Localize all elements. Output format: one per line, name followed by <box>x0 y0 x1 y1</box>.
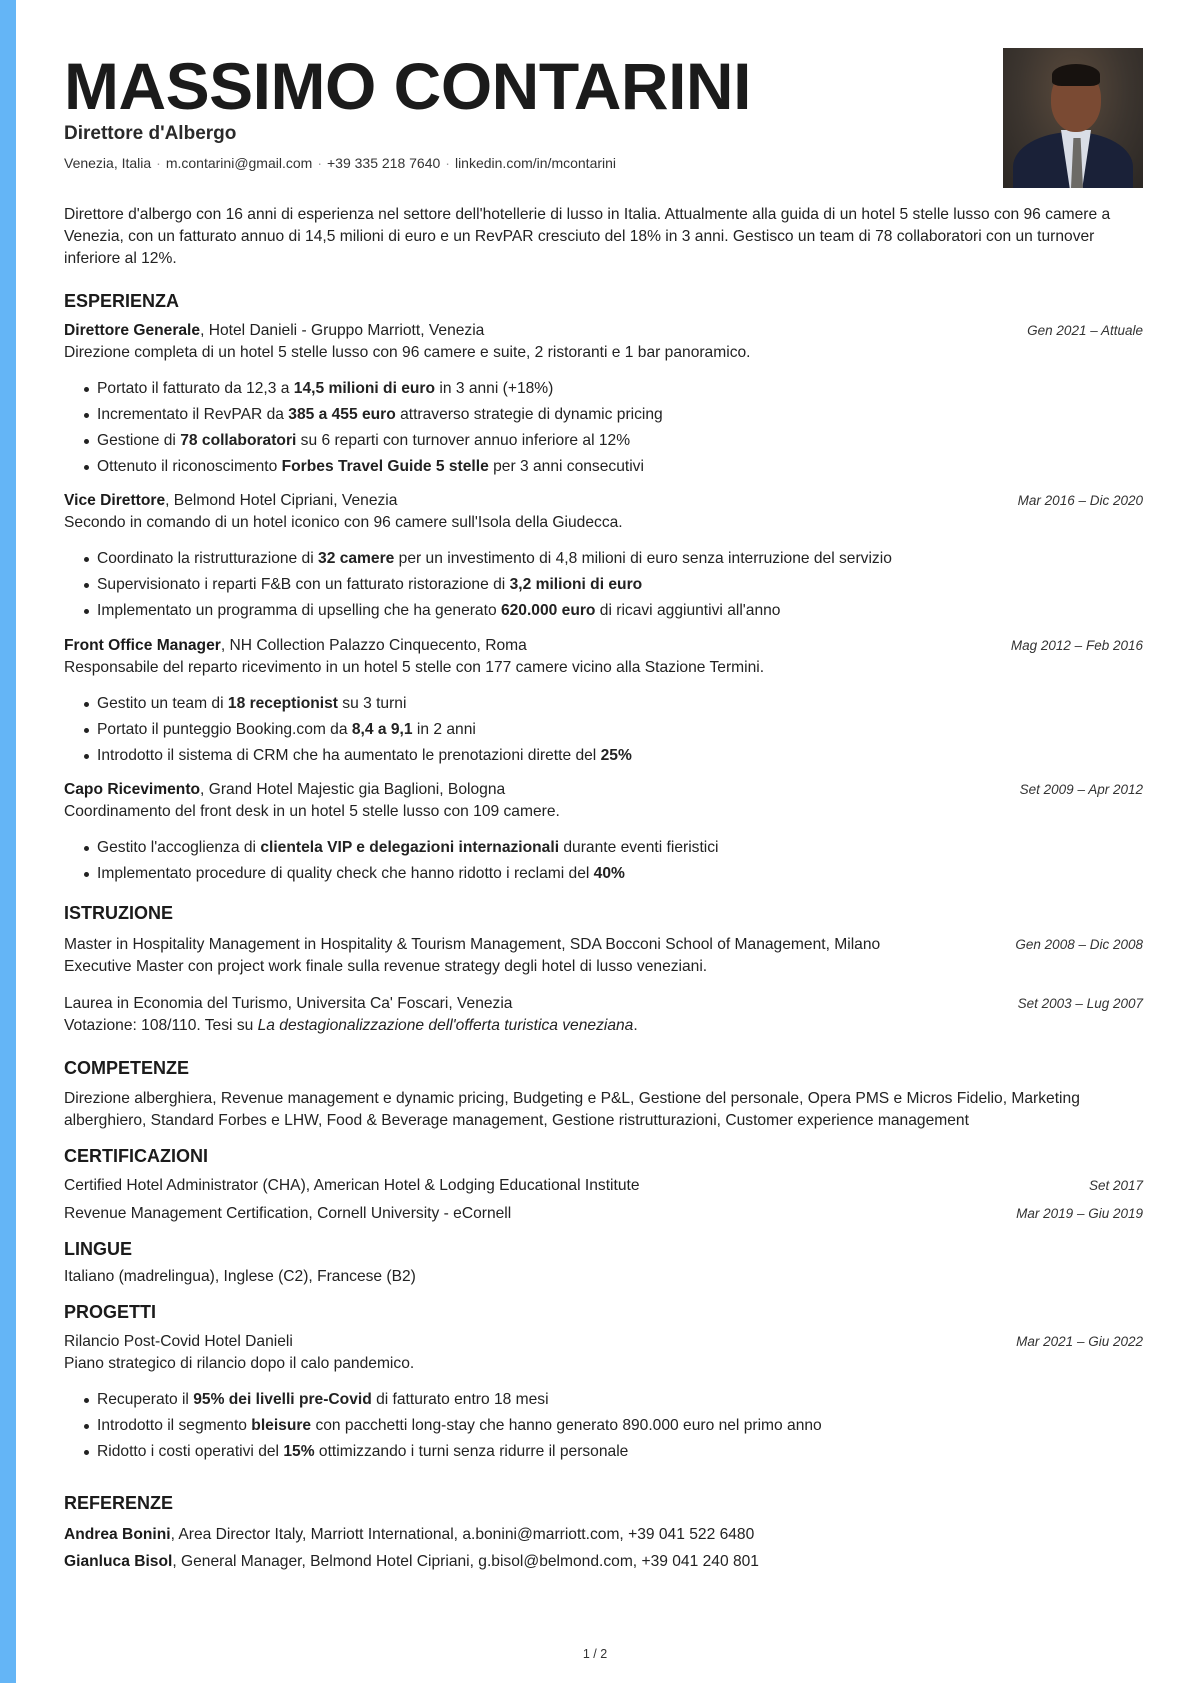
education-note: Votazione: 108/110. Tesi su La destagionalizzazione dell'offerta turistica veneziana. <box>64 1017 638 1034</box>
separator: · <box>317 155 322 171</box>
photo-hair <box>1052 64 1100 86</box>
skills-text: Direzione alberghiera, Revenue management e dynamic pricing, Budgeting e P&L, Gestione del personale, Opera PMS e Micros Fidelio, Marketing alberghiero, Standard Forbes e LHW, Food & Beverage management, Gestione ristrutturazioni, Customer experience management <box>64 1090 1080 1129</box>
experience-role: Front Office Manager <box>64 637 221 654</box>
certification-name: Revenue Management Certification, Cornell University - eCornell <box>64 1205 512 1222</box>
candidate-name: MASSIMO CONTARINI <box>64 49 751 123</box>
reference-name: Andrea Bonini <box>64 1526 171 1543</box>
education-title: Master in Hospitality Management in Hospitality & Tourism Management, SDA Bocconi School of Management, Milano <box>64 936 881 953</box>
experience-description: Direzione completa di un hotel 5 stelle lusso con 96 camere e suite, 2 ristoranti e 1 bar panoramico. <box>64 344 751 361</box>
section-title-education: ISTRUZIONE <box>64 903 174 923</box>
accent-bar <box>0 0 16 1683</box>
summary: Direttore d'albergo con 16 anni di esperienza nel settore dell'hotellerie di lusso in Italia. Attualmente alla guida di un hotel 5 stelle lusso con 96 camere a Venezia, con un fatturato annuo di 14,5 milioni di euro e un RevPAR cresciuto del 18% in 3 anni. Gestisco un team di 78 collaboratori con un turnover inferiore al 12%. <box>64 206 1111 267</box>
section-title-languages: LINGUE <box>64 1239 133 1259</box>
bullet-item: Ridotto i costi operativi del 15% ottimizzando i turni senza ridurre il personale <box>64 1439 1143 1465</box>
experience-bullets <box>64 691 1143 769</box>
project-header <box>64 1331 1143 1353</box>
bullet-item: Supervisionato i reparti F&B con un fatturato ristorazione di 3,2 milioni di euro <box>64 572 1143 598</box>
section-title-experience: ESPERIENZA <box>64 291 180 311</box>
education-note: Executive Master con project work finale sulla revenue strategy degli hotel di lusso veneziani. <box>64 958 708 975</box>
certification-date: Mar 2019 – Giu 2019 <box>1016 1206 1143 1221</box>
experience-description: Responsabile del reparto ricevimento in un hotel 5 stelle con 177 camere vicino alla Stazione Termini. <box>64 659 765 676</box>
experience-role: Vice Direttore <box>64 492 166 509</box>
section-title-references: REFERENZE <box>64 1493 174 1513</box>
reference-item <box>64 1524 1143 1546</box>
experience-description: Coordinamento del front desk in un hotel 5 stelle lusso con 109 camere. <box>64 803 560 820</box>
experience-bullets <box>64 376 1143 480</box>
header <box>64 0 1143 190</box>
experience-item <box>64 320 1143 480</box>
section-title-certifications: CERTIFICAZIONI <box>64 1146 208 1166</box>
experience-position <box>64 320 484 342</box>
resume-content <box>64 0 1143 1570</box>
education-title: Laurea in Economia del Turismo, Universita Ca' Foscari, Venezia <box>64 995 513 1012</box>
education-header <box>64 934 1143 956</box>
certification-item <box>64 1175 1143 1197</box>
experience-item <box>64 779 1143 887</box>
bullet-item: Gestito un team di 18 receptionist su 3 turni <box>64 691 1143 717</box>
education-item <box>64 993 1143 1037</box>
bullet-item: Gestito l'accoglienza di clientela VIP e delegazioni internazionali durante eventi fieristici <box>64 835 1143 861</box>
bullet-item: Portato il punteggio Booking.com da 8,4 a 9,1 in 2 anni <box>64 717 1143 743</box>
bullet-item: Implementato procedure di quality check che hanno ridotto i reclami del 40% <box>64 861 1143 887</box>
experience-position <box>64 635 527 657</box>
experience-company: , NH Collection Palazzo Cinquecento, Roma <box>220 637 527 654</box>
experience-header <box>64 779 1143 801</box>
experience-date: Gen 2021 – Attuale <box>1027 323 1143 338</box>
bullet-item: Recuperato il 95% dei livelli pre-Covid di fatturato entro 18 mesi <box>64 1387 1143 1413</box>
project-bullets <box>64 1387 1143 1465</box>
certification-date: Set 2017 <box>1088 1178 1143 1193</box>
separator: · <box>445 155 450 171</box>
experience-bullets <box>64 546 1143 624</box>
experience-position <box>64 490 397 512</box>
project-date: Mar 2021 – Giu 2022 <box>1016 1334 1143 1349</box>
project-item <box>64 1331 1143 1465</box>
experience-date: Mag 2012 – Feb 2016 <box>1010 638 1143 653</box>
contact-email[interactable]: m.contarini@gmail.com <box>165 155 313 171</box>
section-title-projects: PROGETTI <box>64 1302 157 1322</box>
reference-name: Gianluca Bisol <box>64 1553 173 1570</box>
job-title: Direttore d'Albergo <box>64 123 237 144</box>
experience-header <box>64 320 1143 342</box>
bullet-item: Portato il fatturato da 12,3 a 14,5 milioni di euro in 3 anni (+18%) <box>64 376 1143 402</box>
experience-bullets <box>64 835 1143 887</box>
experience-item <box>64 635 1143 769</box>
experience-date: Mar 2016 – Dic 2020 <box>1017 493 1143 508</box>
bullet-item: Incrementato il RevPAR da 385 a 455 euro attraverso strategie di dynamic pricing <box>64 402 1143 428</box>
experience-role: Direttore Generale <box>64 322 201 339</box>
page-number: 1 / 2 <box>582 1647 608 1661</box>
experience-company: , Hotel Danieli - Gruppo Marriott, Venezia <box>200 322 485 339</box>
languages-text: Italiano (madrelingua), Inglese (C2), Francese (B2) <box>64 1268 416 1285</box>
experience-description: Secondo in comando di un hotel iconico con 96 camere sull'Isola della Giudecca. <box>64 514 623 531</box>
experience-header <box>64 490 1143 512</box>
contact-linkedin[interactable]: linkedin.com/in/mcontarini <box>454 155 617 171</box>
bullet-item: Introdotto il sistema di CRM che ha aumentato le prenotazioni dirette del 25% <box>64 743 1143 769</box>
certification-item <box>64 1203 1143 1225</box>
experience-company: , Belmond Hotel Cipriani, Venezia <box>165 492 398 509</box>
experience-role: Capo Ricevimento <box>64 781 201 798</box>
project-description: Piano strategico di rilancio dopo il calo pandemico. <box>64 1355 415 1372</box>
bullet-item: Ottenuto il riconoscimento Forbes Travel Guide 5 stelle per 3 anni consecutivi <box>64 454 1143 480</box>
education-item <box>64 934 1143 978</box>
reference-details: , Area Director Italy, Marriott International, a.bonini@marriott.com, +39 041 522 6480 <box>170 1526 755 1543</box>
experience-company: , Grand Hotel Majestic gia Baglioni, Bologna <box>200 781 506 798</box>
contact-location: Venezia, Italia <box>64 155 152 171</box>
bullet-item: Gestione di 78 collaboratori su 6 reparti con turnover annuo inferiore al 12% <box>64 428 1143 454</box>
certification-name: Certified Hotel Administrator (CHA), American Hotel & Lodging Educational Institute <box>64 1177 640 1194</box>
experience-date: Set 2009 – Apr 2012 <box>1019 782 1143 797</box>
profile-photo <box>1003 48 1143 188</box>
reference-item <box>64 1551 1143 1573</box>
education-date: Gen 2008 – Dic 2008 <box>1015 937 1143 952</box>
education-date: Set 2003 – Lug 2007 <box>1017 996 1143 1011</box>
contact-line <box>64 154 616 172</box>
bullet-item: Implementato un programma di upselling che ha generato 620.000 euro di ricavi aggiuntivi all'anno <box>64 598 1143 624</box>
experience-item <box>64 490 1143 624</box>
bullet-item: Introdotto il segmento bleisure con pacchetti long-stay che hanno generato 890.000 euro nel primo anno <box>64 1413 1143 1439</box>
separator: · <box>156 155 161 171</box>
experience-header <box>64 635 1143 657</box>
reference-details: , General Manager, Belmond Hotel Cipriani, g.bisol@belmond.com, +39 041 240 801 <box>172 1553 759 1570</box>
section-title-skills: COMPETENZE <box>64 1058 190 1078</box>
project-name: Rilancio Post-Covid Hotel Danieli <box>64 1333 293 1350</box>
bullet-item: Coordinato la ristrutturazione di 32 camere per un investimento di 4,8 milioni di euro senza interruzione del servizio <box>64 546 1143 572</box>
contact-phone[interactable]: +39 335 218 7640 <box>327 155 441 171</box>
education-header <box>64 993 1143 1015</box>
experience-position <box>64 779 505 801</box>
